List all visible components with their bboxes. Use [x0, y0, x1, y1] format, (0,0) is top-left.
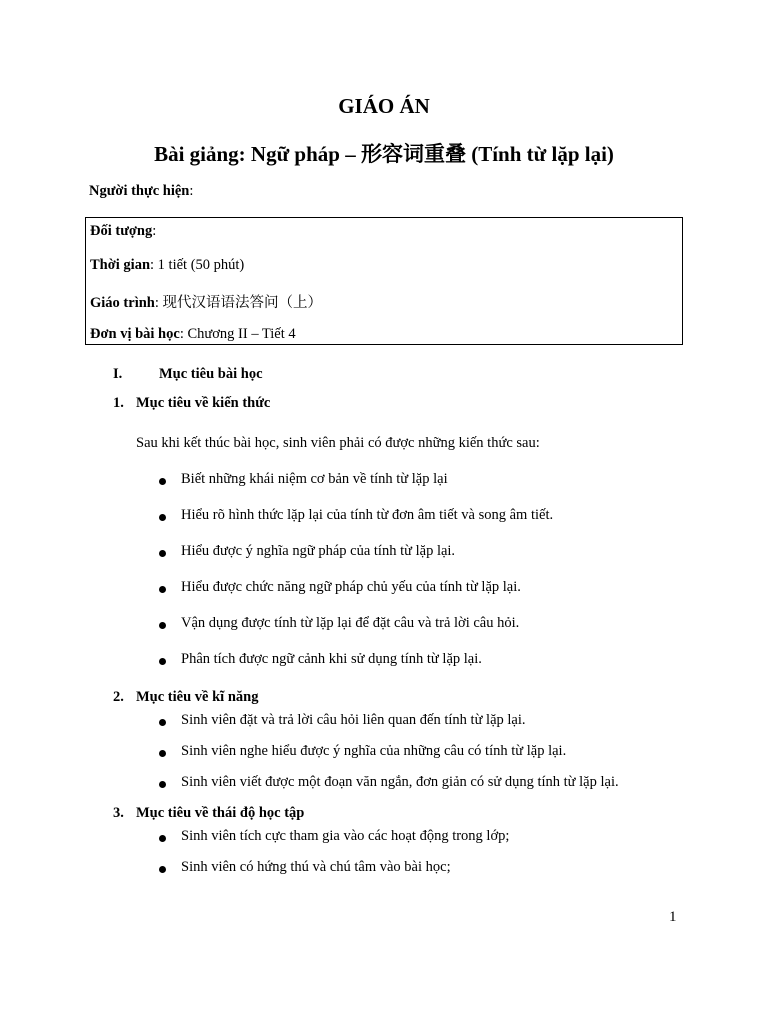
bullet-icon [159, 719, 166, 726]
section-1-title: Mục tiêu bài học [159, 366, 263, 382]
lesson-info-box [85, 217, 683, 345]
author-separator: : [189, 183, 194, 199]
knowledge-item: Vận dụng được tính từ lặp lại để đặt câu và trả lời câu hỏi. [181, 615, 520, 631]
subsection-1-intro: Sau khi kết thúc bài học, sinh viên phải có được những kiến thức sau: [136, 435, 540, 451]
info-time-row [90, 257, 244, 274]
page-number: 1 [669, 909, 677, 925]
bullet-icon [159, 835, 166, 842]
info-textbook-value: : 现代汉语语法答问（上） [154, 295, 323, 311]
bullet-icon [159, 750, 166, 757]
knowledge-item: Hiểu rõ hình thức lặp lại của tính từ đơn âm tiết và song âm tiết. [181, 507, 554, 523]
subsection-3-number: 3. [113, 805, 124, 821]
info-unit-row [90, 326, 296, 343]
info-target-label: Đối tượng [90, 223, 153, 239]
skill-item: Sinh viên nghe hiểu được ý nghĩa của những câu có tính từ lặp lại. [181, 743, 567, 759]
knowledge-item: Phân tích được ngữ cảnh khi sử dụng tính từ lặp lại. [181, 651, 482, 667]
bullet-icon [159, 658, 166, 665]
knowledge-item: Biết những khái niệm cơ bản về tính từ lặp lại [181, 471, 448, 487]
skill-item: Sinh viên đặt và trả lời câu hỏi liên quan đến tính từ lặp lại. [181, 712, 526, 728]
bullet-icon [159, 866, 166, 873]
attitude-item: Sinh viên tích cực tham gia vào các hoạt động trong lớp; [181, 828, 510, 844]
info-textbook-label: Giáo trình [90, 295, 155, 311]
bullet-icon [159, 514, 166, 521]
subsection-2-title: Mục tiêu về kĩ năng [136, 689, 259, 705]
knowledge-item: Hiểu được chức năng ngữ pháp chủ yếu của tính từ lặp lại. [181, 579, 521, 595]
bullet-icon [159, 586, 166, 593]
lesson-subtitle: Bài giảng: Ngữ pháp – 形容词重叠 (Tính từ lặp lại) [154, 142, 614, 166]
knowledge-item: Hiểu được ý nghĩa ngữ pháp của tính từ lặp lại. [181, 543, 456, 559]
info-textbook-row [90, 291, 322, 312]
info-target-row [90, 223, 156, 240]
bullet-icon [159, 622, 166, 629]
author-label: Người thực hiện [89, 183, 190, 199]
info-time-value: : 1 tiết (50 phút) [150, 257, 245, 273]
subsection-1-title: Mục tiêu về kiến thức [136, 395, 271, 411]
attitude-item: Sinh viên có hứng thú và chú tâm vào bài học; [181, 859, 451, 875]
skill-item: Sinh viên viết được một đoạn văn ngắn, đơn giản có sử dụng tính từ lặp lại. [181, 774, 619, 790]
bullet-icon [159, 781, 166, 788]
bullet-icon [159, 550, 166, 557]
subsection-3-title: Mục tiêu về thái độ học tập [136, 805, 305, 821]
info-target-value: : [152, 223, 157, 239]
subsection-2-number: 2. [113, 689, 124, 705]
info-unit-label: Đơn vị bài học [90, 326, 180, 342]
info-unit-value: : Chương II – Tiết 4 [179, 326, 296, 342]
bullet-icon [159, 478, 166, 485]
subsection-1-number: 1. [113, 395, 124, 411]
section-1-number: I. [113, 366, 123, 382]
document-title: GIÁO ÁN [338, 94, 430, 118]
author-line [89, 183, 193, 200]
info-time-label: Thời gian [90, 257, 151, 273]
